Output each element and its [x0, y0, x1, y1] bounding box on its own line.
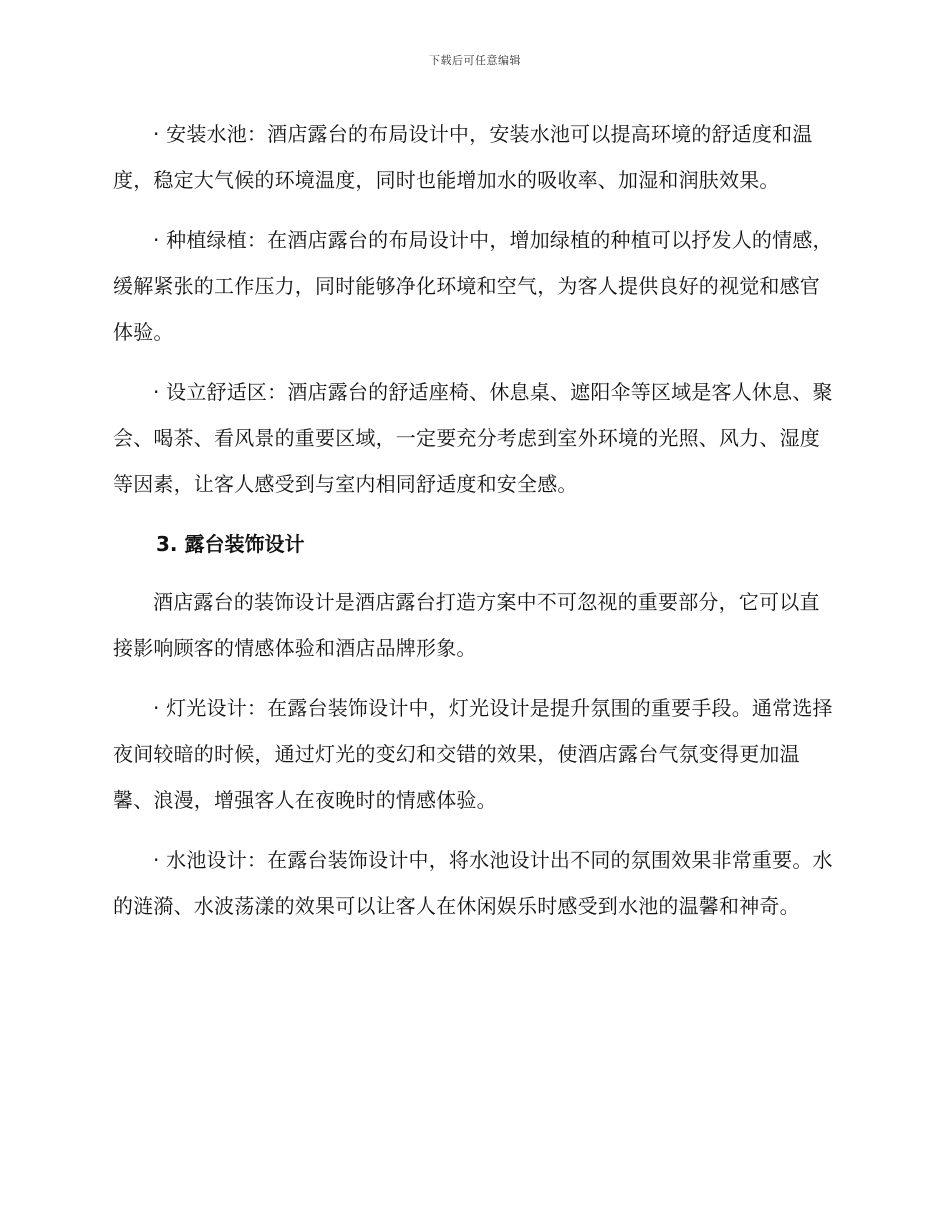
paragraph-install-pool: · 安装水池：酒店露台的布局设计中，安装水池可以提高环境的舒适度和温度，稳定大气候的环境温度，同时也能增加水的吸收率、加湿和润肤效果。	[113, 122, 813, 192]
paragraph-comfort-zone: · 设立舒适区：酒店露台的舒适座椅、休息桌、遮阳伞等区域是客人休息、聚会、喝茶、看风景的重要区域，一定要充分考虑到室外环境的光照、风力、湿度等因素，让客人感受到与室内相同舒适度和安全感。	[113, 380, 833, 496]
paragraph-pool-design: · 水池设计：在露台装饰设计中，将水池设计出不同的氛围效果非常重要。水的涟漪、水波荡漾的效果可以让客人在休闲娱乐时感受到水池的温馨和神奇。	[113, 848, 833, 918]
section-heading: 3. 露台装饰设计	[156, 532, 305, 556]
paragraph-plant-greenery: · 种植绿植：在酒店露台的布局设计中，增加绿植的种植可以抒发人的情感，缓解紧张的工作压力，同时能够净化环境和空气，为客人提供良好的视觉和感官体验。	[113, 228, 833, 344]
paragraph-decoration-intro: 酒店露台的装饰设计是酒店露台打造方案中不可忽视的重要部分，它可以直接影响顾客的情感体验和酒店品牌形象。	[113, 590, 820, 660]
header-note: 下载后可任意编辑	[429, 54, 521, 67]
document-body	[113, 111, 835, 943]
paragraph-lighting-design: · 灯光设计：在露台装饰设计中，灯光设计是提升氛围的重要手段。通常选择夜间较暗的时候，通过灯光的变幻和交错的效果，使酒店露台气氛变得更加温馨、浪漫，增强客人在夜晚时的情感体验。	[113, 696, 833, 812]
